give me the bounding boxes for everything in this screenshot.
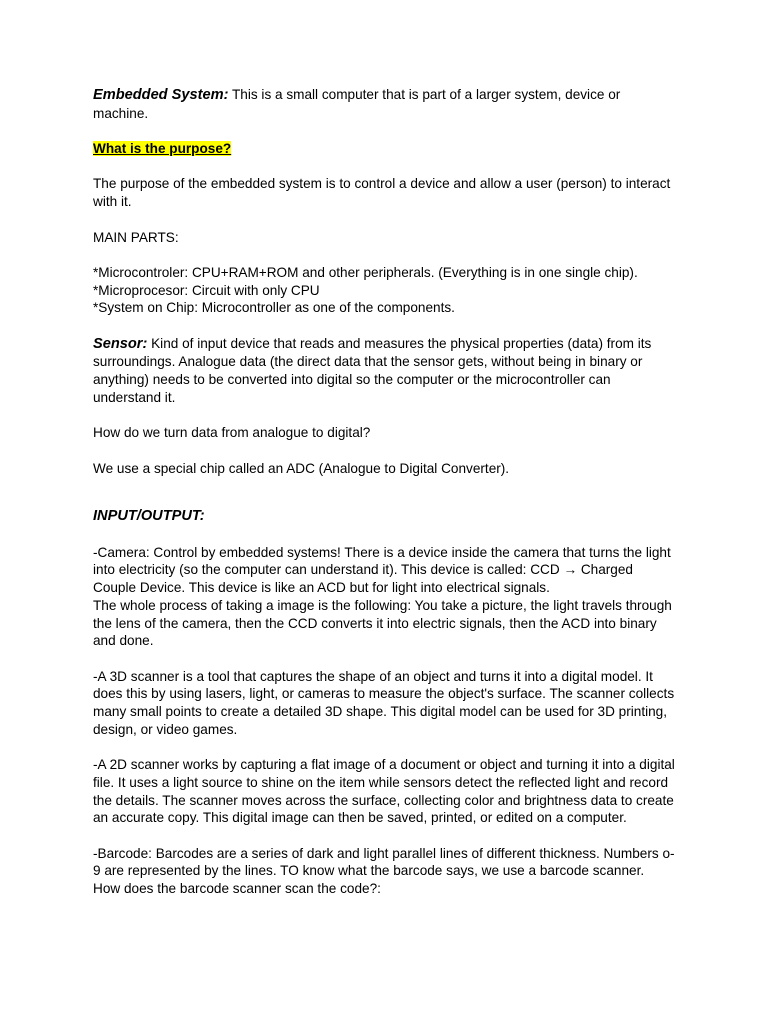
main-parts-item-microcontroller: *Microcontroler: CPU+RAM+ROM and other peripherals. (Everything is in one single chip). [93,264,638,280]
sensor-paragraph [93,335,675,407]
embedded-system-paragraph [93,86,675,122]
main-parts-item-microprocessor: *Microprocesor: Circuit with only CPU [93,282,320,298]
sensor-answer: We use a special chip called an ADC (Analogue to Digital Converter). [93,460,510,476]
barcode-paragraph: -Barcode: Barcodes are a series of dark and light parallel lines of different thickness. Numbers o-9 are represented by the lines. TO know what the barcode says, we use a barcode scanner. How does the barcode scanner scan the code?: [93,845,675,897]
purpose-question: What is the purpose? [93,141,232,157]
main-parts-heading: MAIN PARTS: [93,229,179,245]
sensor-term: Sensor: [93,335,148,352]
main-parts-item-system-on-chip: *System on Chip: Microcontroller as one of the components. [93,300,455,316]
input-output-heading: INPUT/OUTPUT: [93,508,205,525]
scanner-2d-paragraph: -A 2D scanner works by capturing a flat image of a document or object and turning it into a digital file. It uses a light source to shine on the item while sensors detect the reflected light and record the details. The scanner moves across the surface, collecting color and brightness data to create an accurate copy. This digital image can then be saved, printed, or edited on a computer. [93,757,675,826]
scanner-3d-paragraph: -A 3D scanner is a tool that captures the shape of an object and turns it into a digital model. It does this by using lasers, light, or cameras to measure the object's surface. The scanner collects many small points to create a detailed 3D shape. This digital model can be used for 3D printing, design, or video games. [93,668,675,737]
camera-paragraph: -Camera: Control by embedded systems! There is a device inside the camera that turns the light into electricity (so the computer can understand it). This device is called: CCD → Charged Couple Device. This device is like an ACD but for light into electrical signals. [93,544,671,596]
sensor-question: How do we turn data from analogue to digital? [93,425,371,441]
purpose-answer: The purpose of the embedded system is to control a device and allow a user (person) to interact with it. [93,176,671,210]
purpose-question-line [93,140,675,158]
embedded-system-definition: This is a small computer that is part of a larger system, device or machine. [93,87,621,121]
document-page [93,86,675,898]
embedded-system-term: Embedded System: [93,87,229,103]
camera-process-paragraph: The whole process of taking a image is the following: You take a picture, the light travels through the lens of the camera, then the CCD converts it into electric signals, then the ACD into binary and done. [93,597,672,649]
sensor-definition: Kind of input device that reads and measures the physical properties (data) from its surroundings. Analogue data (the direct data that the sensor gets, without being in binary or anything) needs to be converted into digital so the computer or the microcontroller can understand it. [93,335,652,405]
